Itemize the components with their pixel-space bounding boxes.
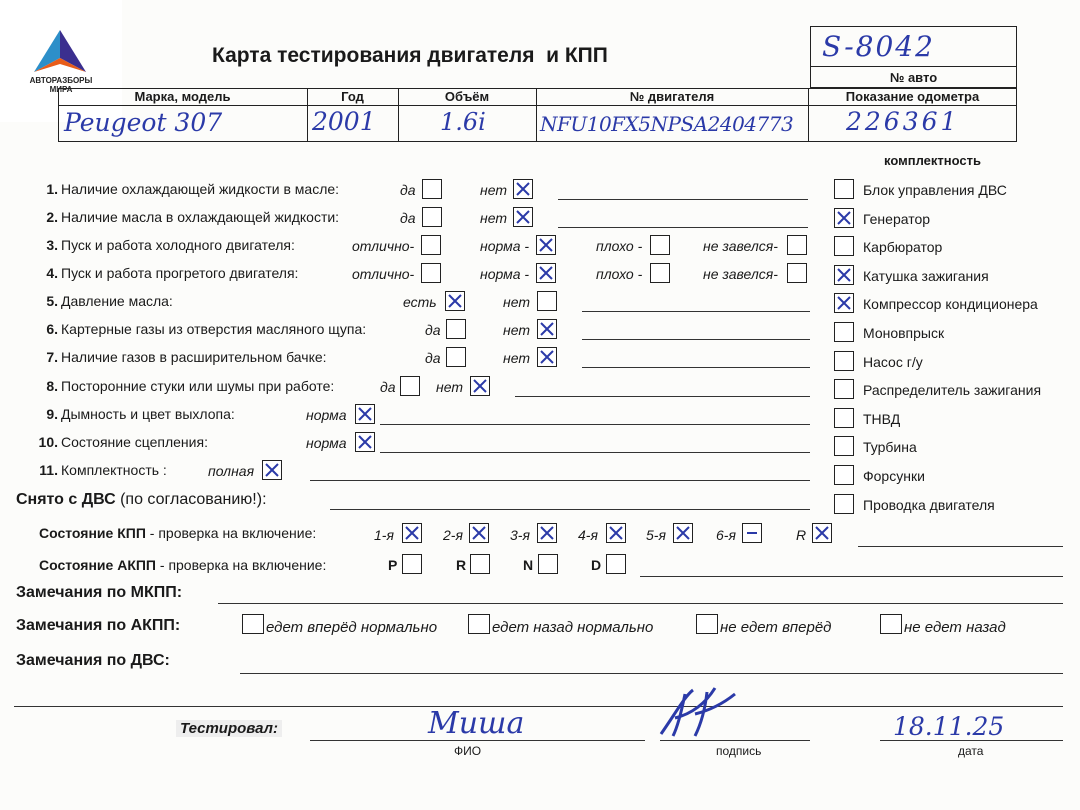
col-make-model: Марка, модель	[134, 89, 231, 104]
option-checkbox[interactable]	[446, 319, 466, 339]
check-x-icon	[538, 265, 554, 281]
kpp-gear-checkbox[interactable]	[742, 523, 762, 543]
kit-item-label: Распределитель зажигания	[863, 382, 1042, 398]
check-x-icon	[836, 210, 852, 226]
option-label: нет	[480, 210, 507, 226]
question-number: 8.	[46, 378, 58, 394]
kpp-gear-checkbox[interactable]	[469, 523, 489, 543]
col-year: Год	[341, 89, 364, 104]
option-label: норма	[306, 407, 347, 423]
kit-checkbox[interactable]	[834, 436, 854, 456]
question-number: 4.	[46, 265, 58, 281]
option-checkbox[interactable]	[537, 291, 557, 311]
signature-icon	[655, 684, 745, 740]
make-model-value: Peugeot 307	[64, 108, 223, 137]
check-x-icon	[608, 525, 624, 541]
akpp-gear-label: N	[523, 557, 534, 573]
option-checkbox[interactable]	[445, 291, 465, 311]
option-checkbox[interactable]	[400, 376, 420, 396]
auto-number-value: S-8042	[822, 30, 935, 63]
kpp-gear-label: 1-я	[374, 527, 394, 543]
akpp-remark-label: едет вперёд нормально	[266, 619, 438, 636]
question-number: 10.	[38, 434, 58, 450]
option-checkbox[interactable]	[355, 404, 375, 424]
check-x-icon	[539, 321, 555, 337]
check-x-icon	[675, 525, 691, 541]
akpp-remark-checkbox[interactable]	[468, 614, 490, 634]
option-checkbox[interactable]	[421, 263, 441, 283]
option-label: плохо -	[596, 238, 643, 254]
logo-text: АВТОРАЗБОРЫ МИРА	[29, 76, 93, 94]
check-x-icon	[538, 237, 554, 253]
check-x-icon	[539, 349, 555, 365]
option-label: нет	[480, 182, 507, 198]
option-label: норма -	[480, 238, 530, 254]
kpp-gear-checkbox[interactable]	[812, 523, 832, 543]
kpp-gear-label: 2-я	[443, 527, 463, 543]
question-number: 1.	[46, 181, 58, 197]
option-label: да	[425, 350, 441, 366]
option-checkbox[interactable]	[355, 432, 375, 452]
check-x-icon	[357, 434, 373, 450]
podpis-caption: подпись	[716, 744, 762, 758]
kit-item-label: Генератор	[863, 211, 931, 227]
volume-value: 1.6i	[440, 108, 486, 136]
kit-item-label: Катушка зажигания	[863, 268, 989, 284]
kit-item-label: Форсунки	[863, 468, 925, 484]
check-x-icon	[539, 525, 555, 541]
option-checkbox[interactable]	[787, 235, 807, 255]
option-label: есть	[403, 294, 437, 310]
question-number: 7.	[46, 349, 58, 365]
kit-header: комплектность	[884, 153, 981, 168]
question-number: 9.	[46, 406, 58, 422]
question-number: 11.	[39, 462, 58, 478]
kit-item-label: Карбюратор	[863, 239, 943, 255]
question-text: Наличие газов в расширительном бачке:	[61, 349, 327, 365]
logo-icon	[30, 28, 90, 76]
kpp-gear-checkbox[interactable]	[402, 523, 422, 543]
kit-checkbox[interactable]	[834, 322, 854, 342]
kit-checkbox[interactable]	[834, 379, 854, 399]
question-number: 3.	[46, 237, 58, 253]
option-checkbox[interactable]	[421, 235, 441, 255]
odometer-value: 226361	[846, 107, 960, 136]
kpp-gear-label: 4-я	[578, 527, 598, 543]
fio-caption: ФИО	[454, 744, 482, 758]
check-x-icon	[836, 267, 852, 283]
option-label: нет	[503, 294, 530, 310]
option-label: не завелся-	[703, 238, 778, 254]
option-checkbox[interactable]	[537, 347, 557, 367]
test-date: 18.11.25	[893, 712, 1005, 741]
option-label: отлично-	[352, 266, 415, 282]
akpp-remark-label: не едет назад	[904, 619, 1006, 636]
check-x-icon	[264, 462, 280, 478]
kpp-gear-checkbox[interactable]	[537, 523, 557, 543]
akpp-gear-label: D	[591, 557, 602, 573]
col-odometer: Показание одометра	[845, 89, 980, 104]
data-caption: дата	[958, 744, 984, 758]
option-label: да	[425, 322, 441, 338]
question-text: Посторонние стуки или шумы при работе:	[61, 378, 335, 394]
question-text: Состояние сцепления:	[61, 434, 208, 450]
kit-item-label: Турбина	[863, 439, 917, 455]
akpp-remark-checkbox[interactable]	[696, 614, 718, 634]
akpp-remark-checkbox[interactable]	[880, 614, 902, 634]
option-checkbox[interactable]	[446, 347, 466, 367]
removed-label: Снято с ДВС (по согласованию!):	[16, 491, 267, 508]
option-checkbox[interactable]	[422, 179, 442, 199]
kit-item-label: ТНВД	[863, 411, 901, 427]
question-text: Давление масла:	[61, 293, 173, 309]
kit-checkbox[interactable]	[834, 465, 854, 485]
kpp-label: Состояние КПП - проверка на включение:	[39, 525, 317, 541]
tested-label: Тестировал:	[176, 720, 282, 737]
check-x-icon	[515, 209, 531, 225]
kpp-gear-checkbox[interactable]	[673, 523, 693, 543]
akpp-remark-label: едет назад нормально	[492, 619, 654, 636]
option-label: нет	[436, 379, 463, 395]
option-checkbox[interactable]	[650, 235, 670, 255]
kpp-gear-label: 6-я	[716, 527, 736, 543]
option-checkbox[interactable]	[513, 207, 533, 227]
notes-akpp-label: Замечания по АКПП:	[16, 617, 181, 634]
question-number: 5.	[46, 293, 58, 309]
question-number: 2.	[46, 209, 58, 225]
kpp-gear-label: 5-я	[646, 527, 666, 543]
check-x-icon	[357, 406, 373, 422]
question-text: Наличие охлаждающей жидкости в масле:	[61, 181, 340, 197]
question-number: 6.	[46, 321, 58, 337]
kit-checkbox[interactable]	[834, 236, 854, 256]
check-x-icon	[472, 378, 488, 394]
option-checkbox[interactable]	[422, 207, 442, 227]
notes-dvs-label: Замечания по ДВС:	[16, 652, 170, 669]
year-value: 2001	[312, 107, 376, 136]
check-x-icon	[515, 181, 531, 197]
option-label: норма	[306, 435, 347, 451]
check-x-icon	[404, 525, 420, 541]
option-label: норма -	[480, 266, 530, 282]
akpp-gear-label: R	[456, 557, 467, 573]
kit-checkbox[interactable]	[834, 494, 854, 514]
option-checkbox[interactable]	[650, 263, 670, 283]
auto-number-label: № авто	[889, 70, 938, 85]
col-engine-no: № двигателя	[629, 89, 715, 104]
option-label: нет	[503, 350, 530, 366]
option-checkbox[interactable]	[536, 235, 556, 255]
engine-no-value: NFU10FX5NPSA2404773	[540, 112, 794, 136]
option-checkbox[interactable]	[513, 179, 533, 199]
question-text: Наличие масла в охлаждающей жидкости:	[61, 209, 340, 225]
notes-mkpp-label: Замечания по МКПП:	[16, 584, 183, 601]
check-x-icon	[471, 525, 487, 541]
kit-item-label: Компрессор кондиционера	[863, 296, 1038, 312]
option-checkbox[interactable]	[537, 319, 557, 339]
dash-mark-icon	[744, 525, 760, 541]
question-text: Комплектность :	[61, 462, 167, 478]
check-x-icon	[836, 295, 852, 311]
option-checkbox[interactable]	[262, 460, 282, 480]
check-x-icon	[447, 293, 463, 309]
akpp-remark-label: не едет вперёд	[720, 619, 832, 636]
option-label: да	[400, 182, 416, 198]
option-label: плохо -	[596, 266, 643, 282]
kit-checkbox[interactable]	[834, 208, 854, 228]
col-volume: Объём	[444, 89, 490, 104]
option-checkbox[interactable]	[470, 376, 490, 396]
akpp-gear-checkbox[interactable]	[402, 554, 422, 574]
kpp-gear-checkbox[interactable]	[606, 523, 626, 543]
kit-checkbox[interactable]	[834, 408, 854, 428]
check-x-icon	[814, 525, 830, 541]
tester-name: Миша	[428, 706, 525, 741]
akpp-remark-checkbox[interactable]	[242, 614, 264, 634]
kit-item-label: Блок управления ДВС	[863, 182, 1007, 198]
kit-item-label: Насос г/у	[863, 354, 923, 370]
question-text: Пуск и работа холодного двигателя:	[61, 237, 295, 253]
kit-checkbox[interactable]	[834, 179, 854, 199]
option-label: отлично-	[352, 238, 415, 254]
page-title: Карта тестирования двигателя и КПП	[212, 44, 608, 67]
akpp-gear-checkbox[interactable]	[470, 554, 490, 574]
akpp-gear-checkbox[interactable]	[606, 554, 626, 574]
option-label: да	[400, 210, 416, 226]
question-text: Дымность и цвет выхлопа:	[61, 406, 235, 422]
option-label: нет	[503, 322, 530, 338]
kit-checkbox[interactable]	[834, 265, 854, 285]
question-text: Пуск и работа прогретого двигателя:	[61, 265, 299, 281]
akpp-gear-checkbox[interactable]	[538, 554, 558, 574]
kit-item-label: Моновпрыск	[863, 325, 945, 341]
akpp-label: Состояние АКПП - проверка на включение:	[39, 557, 327, 573]
option-label: не завелся-	[703, 266, 778, 282]
option-label: да	[380, 379, 396, 395]
option-checkbox[interactable]	[787, 263, 807, 283]
kpp-gear-label: R	[796, 527, 807, 543]
akpp-gear-label: P	[388, 557, 398, 573]
kpp-gear-label: 3-я	[510, 527, 530, 543]
kit-checkbox[interactable]	[834, 293, 854, 313]
kit-item-label: Проводка двигателя	[863, 497, 995, 513]
option-label: полная	[208, 463, 255, 479]
kit-checkbox[interactable]	[834, 351, 854, 371]
option-checkbox[interactable]	[536, 263, 556, 283]
question-text: Картерные газы из отверстия масляного щупа:	[61, 321, 367, 337]
